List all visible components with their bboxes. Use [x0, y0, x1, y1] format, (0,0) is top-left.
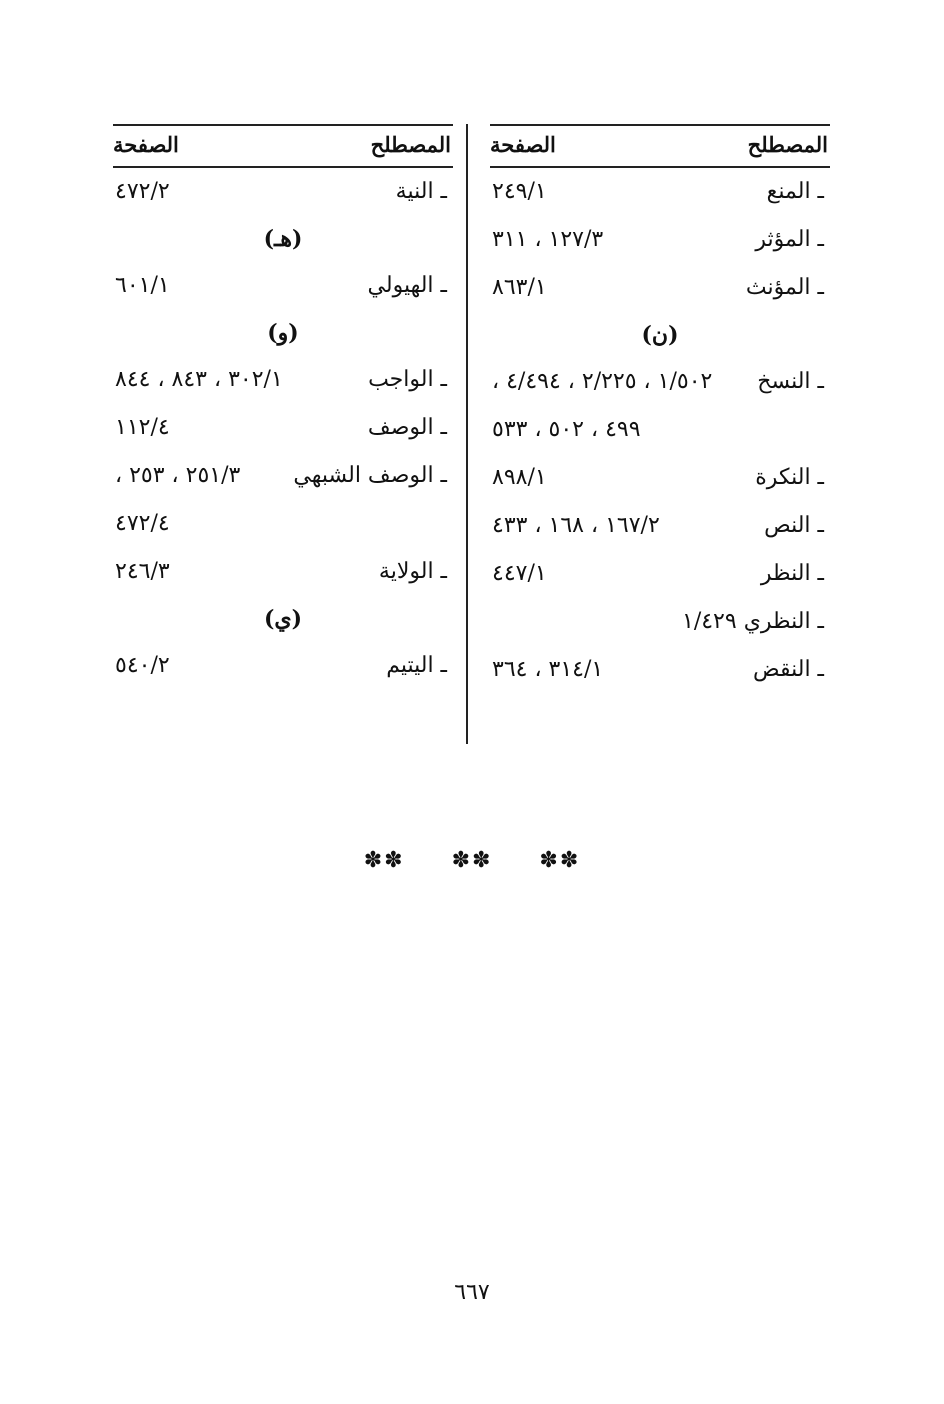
index-entry	[113, 452, 453, 500]
entry-pages: ١٦٧/٢ ، ١٦٨ ، ٤٣٣	[492, 513, 660, 538]
page-number: ٦٦٧	[454, 1280, 490, 1305]
index-entry	[113, 168, 453, 216]
entry-term: ـ النكرة	[755, 465, 824, 490]
page-header: الصفحة	[490, 132, 556, 157]
entry-term: ـ المنع	[766, 179, 824, 204]
entry-term: ـ الواجب	[368, 367, 447, 392]
index-column-right	[490, 124, 830, 694]
section-letter-noon: (ن)	[641, 322, 679, 348]
entry-term: ـ المؤثر	[755, 227, 824, 252]
section-letter-ya: (ي)	[263, 606, 303, 632]
entry-term: ـ الولاية	[378, 559, 447, 584]
entry-pages: ٦٠١/١	[115, 273, 170, 298]
entry-term: ـ الوصف	[367, 415, 447, 440]
entry-term: ـ الهيولي	[367, 273, 447, 298]
index-column-left	[113, 124, 453, 690]
entry-pages: ٨٦٣/١	[492, 275, 547, 300]
index-entry	[490, 264, 830, 312]
entry-term: ـ الوصف الشبهي	[293, 463, 447, 488]
term-header: المصطلح	[370, 132, 451, 157]
index-entry	[490, 598, 830, 646]
section-separator: ✽✽ ✽✽ ✽✽	[363, 848, 581, 873]
entry-pages: ٥٤٠/٢	[115, 653, 170, 678]
term-header: المصطلح	[747, 132, 828, 157]
entry-pages: ١٢٧/٣ ، ٣١١	[492, 227, 604, 252]
column-header-right	[490, 124, 830, 168]
entry-term: ـ النص	[764, 513, 824, 538]
index-entry	[113, 642, 453, 690]
index-entry	[113, 356, 453, 404]
index-entry	[490, 216, 830, 264]
index-entry	[490, 646, 830, 694]
entry-pages: ١١٢/٤	[115, 415, 170, 440]
index-entry	[490, 550, 830, 598]
index-entry	[490, 168, 830, 216]
index-entry	[113, 548, 453, 596]
section-letter-ha: (هـ)	[263, 226, 303, 252]
entry-pages: ١/٥٠٢ ، ٢/٢٢٥ ، ٤/٤٩٤ ،	[492, 369, 713, 394]
entry-pages: ٤٧٢/٢	[115, 179, 170, 204]
column-header-left	[113, 124, 453, 168]
index-entry-continued	[490, 406, 830, 454]
entry-pages: ٢٤٦/٣	[115, 559, 170, 584]
column-divider	[466, 124, 468, 744]
entry-term: ـ النية	[395, 179, 447, 204]
index-entry-continued	[113, 500, 453, 548]
entry-pages: ٤٧٢/٤	[115, 511, 170, 536]
index-entry	[490, 502, 830, 550]
entry-pages: ٣٠٢/١ ، ٨٤٣ ، ٨٤٤	[115, 367, 283, 392]
index-entry	[490, 358, 830, 406]
entry-term: ـ النظر	[760, 561, 824, 586]
entry-term: ـ النظري ١/٤٢٩	[682, 609, 824, 634]
entry-pages: ٨٩٨/١	[492, 465, 547, 490]
index-entry	[113, 262, 453, 310]
entry-pages: ٤٩٩ ، ٥٠٢ ، ٥٣٣	[492, 417, 641, 442]
entry-term: ـ المؤنث	[745, 275, 824, 300]
section-letter-waw: (و)	[267, 320, 299, 346]
index-entry	[490, 454, 830, 502]
entry-pages: ٣١٤/١ ، ٣٦٤	[492, 657, 604, 682]
entry-term: ـ النسخ	[757, 369, 824, 394]
entry-term: ـ النقض	[753, 657, 824, 682]
entry-pages: ٢٥١/٣ ، ٢٥٣ ،	[115, 463, 241, 488]
entry-pages: ٢٤٩/١	[492, 179, 547, 204]
entry-pages: ٤٤٧/١	[492, 561, 547, 586]
entry-term: ـ اليتيم	[386, 653, 447, 678]
index-entry	[113, 404, 453, 452]
page-header: الصفحة	[113, 132, 179, 157]
